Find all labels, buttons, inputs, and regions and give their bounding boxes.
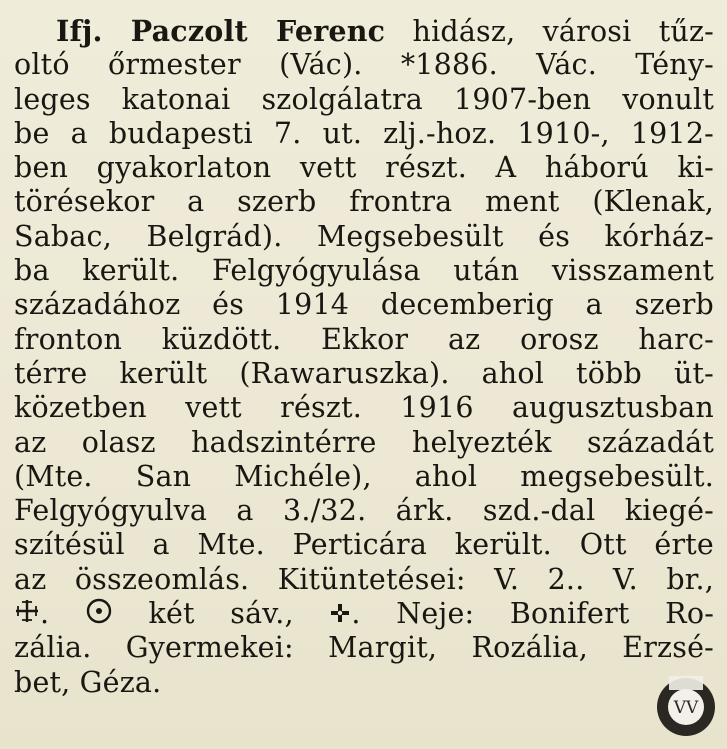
text-line: közetben vett részt. 1916 augusztusban bbox=[14, 391, 714, 425]
library-seal-stamp bbox=[655, 676, 717, 738]
text-line: zália. Gyermekei: Margit, Rozália, Erzsé- bbox=[14, 631, 714, 665]
biography-entry bbox=[14, 14, 714, 700]
text-line: leges katonai szolgálatra 1907-ben vonult bbox=[14, 82, 714, 116]
person-name: Ifj. Paczolt Ferenc bbox=[56, 14, 386, 48]
seal-initials: VV bbox=[673, 698, 699, 718]
text-line: ben gyakorlaton vett részt. A háború ki- bbox=[14, 151, 714, 185]
small-cross-icon bbox=[329, 598, 351, 632]
circle-dot-medal-icon bbox=[85, 597, 113, 633]
text-line: az olasz hadszintérre helyezték századát bbox=[14, 425, 714, 459]
text-line: (Mte. San Michéle), ahol megsebesült. bbox=[14, 459, 714, 493]
text-line: térre került (Rawaruszka). ahol több üt- bbox=[14, 356, 714, 390]
text-line: ba került. Felgyógyulása után visszament bbox=[14, 254, 714, 288]
text-line: Felgyógyulva a 3./32. árk. szd.-dal kiegé- bbox=[14, 494, 714, 528]
text-line: Sabac, Belgrád). Megsebesült és kórház- bbox=[14, 219, 714, 253]
text-line: az összeomlás. Kitüntetései: V. 2.. V. br., bbox=[14, 562, 714, 596]
text-line: bet, Géza. bbox=[14, 665, 162, 699]
text-line: szítésül a Mte. Perticára került. Ott érte bbox=[14, 528, 714, 562]
cross-decoration-icon bbox=[14, 598, 40, 632]
text-line: törésekor a szerb frontra ment (Klenak, bbox=[14, 185, 714, 219]
text-line: Ifj. Paczolt Ferenc hidász, városi tűz- bbox=[56, 14, 714, 48]
text-line: . két sáv., . Neje: Bonifert Ro- bbox=[14, 597, 714, 631]
text-line: be a budapesti 7. ut. zlj.-hoz. 1910-, 1912- bbox=[14, 116, 714, 150]
text-line: oltó őrmester (Vác). *1886. Vác. Tény- bbox=[14, 48, 714, 82]
text-line: fronton küzdött. Ekkor az orosz harc- bbox=[14, 322, 714, 356]
text-line: századához és 1914 decemberig a szerb bbox=[14, 288, 714, 322]
